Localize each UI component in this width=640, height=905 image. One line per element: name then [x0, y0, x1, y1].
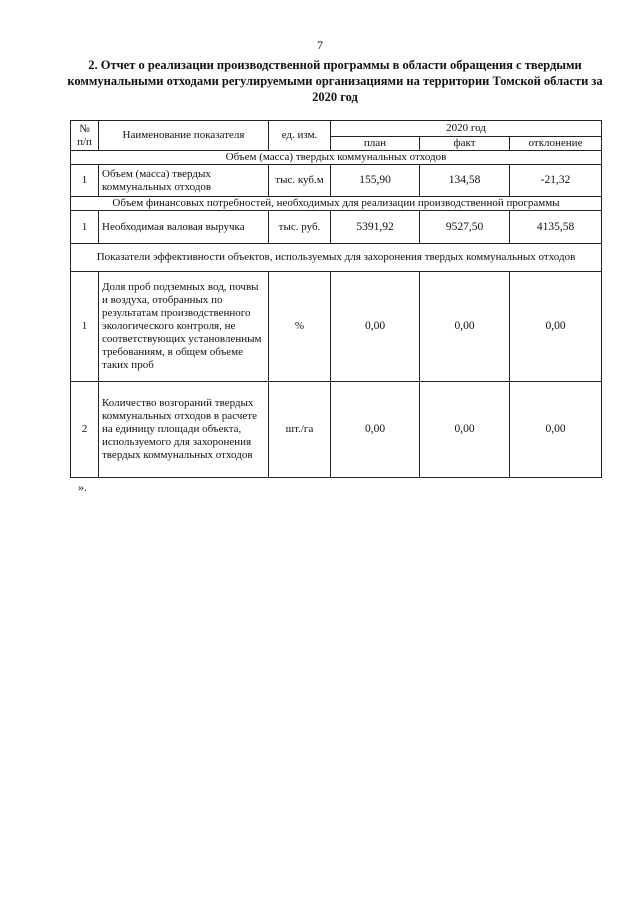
row-deviation: 0,00 — [510, 382, 602, 478]
row-num: 1 — [71, 211, 99, 244]
report-title: 2. Отчет о реализации производственной программы в области обращения с твердыми коммунальными отходами регулируемыми организациями на территории Томской области за 2020 год — [67, 58, 603, 104]
section-title: Объем (масса) твердых коммунальных отходов — [71, 151, 602, 165]
row-deviation: 0,00 — [510, 272, 602, 382]
table-row — [71, 211, 602, 244]
report-table — [70, 120, 602, 478]
table-row — [71, 272, 602, 382]
row-plan: 5391,92 — [331, 211, 420, 244]
row-num: 1 — [71, 165, 99, 197]
header-name: Наименование показателя — [99, 121, 269, 151]
row-fact: 0,00 — [420, 272, 510, 382]
row-name: Доля проб подземных вод, почвы и воздуха, отобранных по результатам производственного экологического контроля, не соответствующих установленным требованиям, в общем объеме таких проб — [99, 272, 269, 382]
section-row — [71, 151, 602, 165]
section-title: Показатели эффективности объектов, используемых для захоронения твердых коммунальных отходов — [71, 244, 602, 272]
row-deviation: 4135,58 — [510, 211, 602, 244]
header-row-1 — [71, 121, 602, 137]
closing-quote-mark: ». — [78, 480, 87, 494]
section-row — [71, 244, 602, 272]
row-unit: тыс. руб. — [269, 211, 331, 244]
row-plan: 0,00 — [331, 382, 420, 478]
header-fact: факт — [420, 137, 510, 151]
row-name: Объем (масса) твердых коммунальных отходов — [99, 165, 269, 197]
section-title: Объем финансовых потребностей, необходимых для реализации производственной программы — [71, 197, 602, 211]
table-row — [71, 382, 602, 478]
row-unit: тыс. куб.м — [269, 165, 331, 197]
table-row — [71, 165, 602, 197]
header-unit: ед. изм. — [269, 121, 331, 151]
row-fact: 134,58 — [420, 165, 510, 197]
header-deviation: отклонение — [510, 137, 602, 151]
row-unit: шт./га — [269, 382, 331, 478]
row-deviation: -21,32 — [510, 165, 602, 197]
row-name: Количество возгораний твердых коммунальных отходов в расчете на единицу площади объекта, используемого для захоронения твердых коммунальных отходов — [99, 382, 269, 478]
row-name: Необходимая валовая выручка — [99, 211, 269, 244]
row-fact: 9527,50 — [420, 211, 510, 244]
row-plan: 0,00 — [331, 272, 420, 382]
section-row — [71, 197, 602, 211]
row-unit: % — [269, 272, 331, 382]
page-number: 7 — [317, 38, 323, 52]
row-plan: 155,90 — [331, 165, 420, 197]
header-num: № п/п — [71, 121, 99, 151]
header-year: 2020 год — [331, 121, 602, 137]
row-num: 1 — [71, 272, 99, 382]
row-fact: 0,00 — [420, 382, 510, 478]
header-plan: план — [331, 137, 420, 151]
row-num: 2 — [71, 382, 99, 478]
